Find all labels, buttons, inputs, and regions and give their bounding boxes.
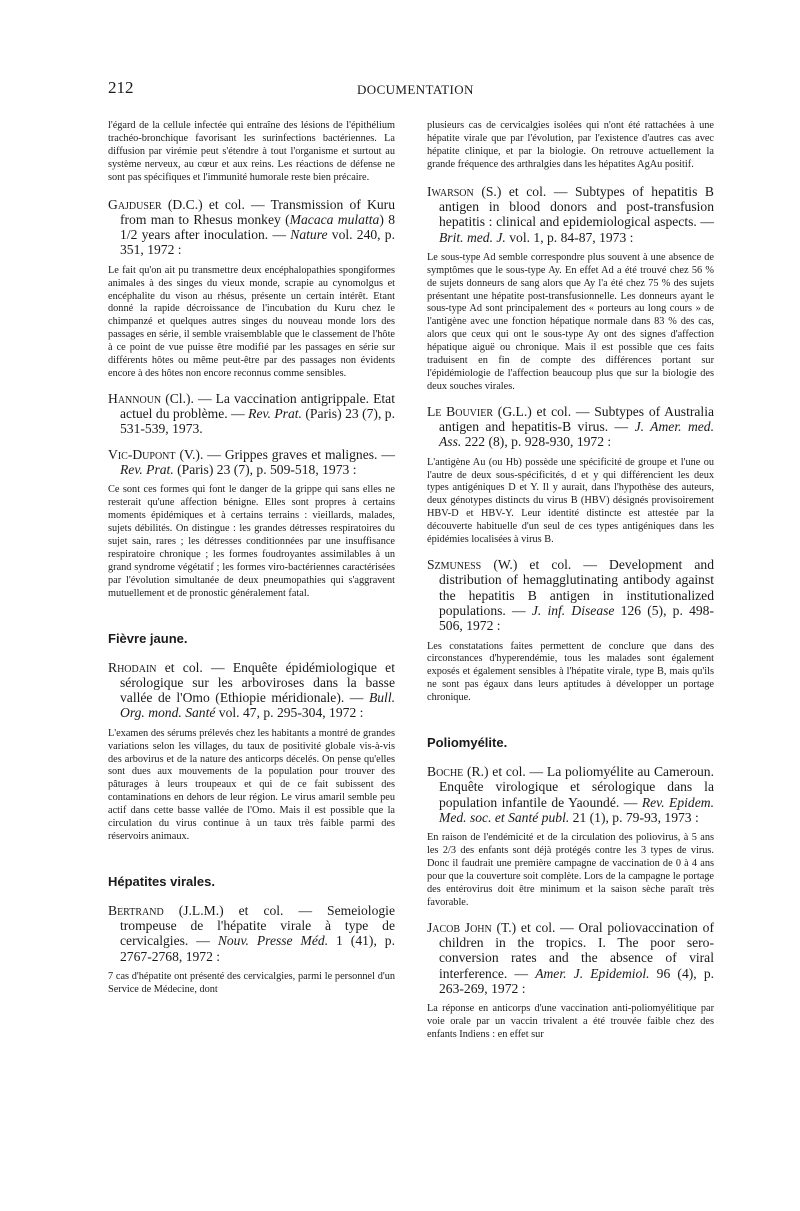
journal-name: J. Amer. med. Ass. — [439, 419, 714, 450]
bibliography-entry — [108, 903, 395, 997]
author: Gajduser — [108, 196, 162, 212]
continuation-text: plusieurs cas de cervicalgies isolées qui n'ont été rattachées à une hépatite virale que par l'évolution, par l'existence d'autres cas avec hépatite clinique, et par la biologie. On retrouve actuellement la grande fréquence des arthralgies dans les hépatites AgAu positif. — [427, 120, 714, 170]
bibliography-entry — [427, 920, 714, 1042]
reference-text: (R.) et col. — La poliomyélite au Cameroun. Enquête virologique et sérologique dans la population infantile de Yaoundé. — — [439, 764, 714, 810]
author: Jacob John — [427, 919, 492, 935]
citation-details: 222 (8), p. 928-930, 1972 : — [461, 434, 612, 450]
citation-details: (Paris) 23 (7), p. 531-539, 1973. — [120, 406, 395, 437]
bibliography-entry — [108, 197, 395, 381]
reference-text: et col. — Enquête épidémiologique et sérologique sur les arboviroses dans la basse vallée de l'Omo (Ethiopie méridionale). — — [120, 659, 395, 706]
author: Iwarson — [427, 183, 474, 199]
author: Vic-Dupont — [108, 446, 176, 462]
citation-details: 21 (1), p. 79-93, 1973 : — [569, 809, 699, 825]
continuation-text: l'égard de la cellule infectée qui entraîne des lésions de l'épithélium trachéo-bronchique favorisant les surinfections bactériennes. La diffusion par virémie peut s'étendre à tout l'organisme et surtout au système nerveux, au cœur et aux reins. Les réactions de défense ne sont pas spécifiques et l'immunité humorale reste bien précaire. — [108, 120, 395, 183]
reference-text: (Cl.). — La vaccination antigrippale. Etat actuel du problème. — — [120, 390, 395, 422]
reference — [427, 184, 714, 245]
reference-text: (T.) et col. — Oral poliovaccination of children in the tropics. I. The poor sero-conversion rates and the absence of viral interference. — — [439, 919, 714, 981]
abstract: La réponse en anticorps d'une vaccination anti-poliomyélitique par voie orale par un vaccin trivalent a été trouvée faible chez des enfants Indiens : en effet sur — [427, 1003, 714, 1040]
section-heading: Hépatites virales. — [108, 873, 215, 889]
journal-name: Amer. J. Epidemiol. — [535, 965, 650, 981]
bibliography-entry — [108, 660, 395, 844]
reference — [427, 557, 714, 633]
reference-text: (V.). — Grippes graves et malignes. — — [175, 446, 395, 462]
journal-name: Nouv. Presse Méd. — [217, 933, 329, 949]
abstract: Le sous-type Ad semble correspondre plus souvent à une absence de symptômes que le sous-type Ay. En effet Ad a été trouvé chez 56 % de sujets donneurs de sang alors que Ay l'a été chez 75 % des sujets présentant une hépatite post-transfusionnelle. Les donneurs ayant le sous-type Ad sont principalement des « porteurs au long cours » de l'antigène avec une fonction hépatique normale dans 83 % des cas, alors que ceux qui ont le sous-type Ay ont des signes d'affection hépatique aiguë ou chronique. Mais il est possible que ces faits traduisent en fin de compte des différences portant sur l'épidémiologie de l'affection beaucoup plus que sur la biologie des deux souches virales. — [427, 251, 714, 392]
abstract: L'antigène Au (ou Hb) possède une spécificité de groupe et l'une ou l'autre de deux sous-spécificités, d et y qui différencient les deux types antigéniques D et Y. Il y aurait, dans l'hypothèse des auteurs, deux génotypes distincts du virus B (HBV) désignés provisoirement HBV-D et HBV-Y. Leur identité distincte est attestée par la découverte habituelle d'un seul de ces types antigéniques dans les épidémies localisées à virus B. — [427, 456, 714, 546]
bibliography-entry — [427, 184, 714, 394]
citation-details: vol. 47, p. 295-304, 1972 : — [215, 705, 364, 721]
citation-details: 126 (5), p. 498-506, 1972 : — [439, 602, 714, 634]
citation-details: 96 (4), p. 263-269, 1972 : — [439, 965, 715, 996]
citation-details: 1 (41), p. 2767-2768, 1972 : — [120, 933, 395, 964]
author: Szmuness — [427, 557, 482, 573]
reference-text: (J.L.M.) et col. — Semeiologie trompeuse de l'hépatite virale à type de cervicalgies. — — [120, 902, 395, 949]
bibliography-entry — [427, 557, 714, 705]
abstract: Ce sont ces formes qui font le danger de la grippe qui sans elles ne resterait qu'une affection bénigne. Elles sont propres à certains moments épidémiques et à certains terrains : vieillards, malades, sujets débilités. On distingue : les grandes détresses respiratoires du sujet sain, rares ; les détresses conditionnées par une insuffisance respiratoire chronique ; les formes foudroyantes assimilables à un grand syndrome végétatif ; les formes viro-bactériennes caractérisées par l'évolution simultanée de deux pneumopathies qui s'aggravent mutuellement et de pronostic généralement fatal. — [108, 484, 395, 599]
reference-text: ) 8 1/2 years after inoculation. — — [120, 211, 395, 243]
author: Le Bouvier — [427, 403, 494, 419]
right-column — [427, 120, 714, 1052]
section-heading: Poliomyélite. — [427, 735, 508, 751]
abstract: En raison de l'endémicité et de la circulation des poliovirus, à 5 ans les 2/3 des enfants sont déjà protégés contre les 3 types de virus. Donc il faudrait une première campagne de vaccination de 0 à 4 ans pour que la couverture soit complète. Lors de la campagne le portage des entérovirus doit être minimum et la saison sèche paraît très favorable. — [427, 832, 714, 908]
citation-details: (Paris) 23 (7), p. 509-518, 1973 : — [173, 462, 357, 478]
abstract: L'examen des sérums prélevés chez les habitants a montré de grandes variations selon les villages, du taux de positivité globale vis-à-vis des arbovirus et de la nature des anticorps décelés. On pense qu'elles sont dues aux mouvements de la population pour trouver des pâturages à leurs troupeaux et qui de ce fait subissent des contaminations en dehors de leur région. Le virus amaril semble peu actif dans cette basse vallée de l'Omo. Mais il est possible que la circulation du virus continue à un taux très faible parmi des réservoirs animaux. — [108, 727, 395, 842]
author: Rhodain — [108, 659, 157, 675]
abstract: Les constatations faites permettent de conclure que dans des circonstances d'hyperendémie, tous les malades sont également exposés et également sensibles à l'hépatite virale, type B, mais qu'ils ne sont pas égaux dans leurs aptitudes à développer un portage chronique. — [427, 640, 714, 704]
reference — [108, 447, 395, 478]
journal-name: Rev. Prat. — [120, 462, 174, 478]
reference — [427, 764, 714, 825]
bibliography-entry — [427, 764, 714, 910]
reference-text: (G.L.) et col. — Subtypes of Australia antigen and hepatitis-B virus. — — [439, 403, 715, 435]
author: Boche — [427, 764, 464, 780]
journal-name: Bull. Org. mond. Santé — [120, 690, 395, 721]
author: Bertrand — [108, 902, 164, 918]
journal-name: Rev. Prat. — [248, 406, 302, 422]
reference — [108, 903, 395, 964]
reference — [108, 197, 395, 258]
left-column — [108, 120, 395, 1007]
abstract: 7 cas d'hépatite ont présenté des cervicalgies, parmi le personnel d'un Service de Médecine, dont — [108, 971, 395, 995]
reference-text: (S.) et col. — Subtypes of hepatitis B antigen in blood donors and post-transfusion hepatitis : clinical and epidemiological aspects. — — [439, 183, 714, 230]
species-name: Macaca mulatta — [289, 211, 380, 227]
bibliography-entry — [108, 447, 395, 601]
page-number: 212 — [108, 78, 134, 97]
abstract: Le fait qu'on ait pu transmettre deux encéphalopathies spongiformes animales à des singes du vieux monde, scrapie au cynomolgus et encéphalite du vison au rhésus, présente un certain intérêt. Etant donné la rapide décroissance de l'incubation du Kuru chez le chimpanzé et quelques autres singes du nouveau monde lors des passages en série, il semble vraisemblable que le classement de l'hôte à ce point de vue puisse être modifié par les passages en série sur différents hôtes ou même peut-être par des passages non évidents encore à des hôtes non encore reconnus comme sensibles. — [108, 264, 395, 379]
author: Hannoun — [108, 390, 162, 406]
reference-text: (W.) et col. — Development and distribution of hemagglutinating antibody against the hepatitis B antigen in institutionalized populations. — — [439, 557, 714, 618]
reference — [108, 391, 395, 437]
reference — [427, 920, 714, 996]
reference — [108, 660, 395, 721]
journal-name: Rev. Epidem. Med. soc. et Santé publ. — [439, 794, 714, 825]
running-title: DOCUMENTATION — [357, 82, 474, 97]
reference-text: (D.C.) et col. — Transmission of Kuru from man to Rhesus monkey ( — [120, 196, 395, 227]
journal-name: Brit. med. J. — [439, 229, 506, 245]
citation-details: vol. 240, p. 351, 1972 : — [120, 227, 396, 258]
reference — [427, 404, 714, 450]
section-heading: Fièvre jaune. — [108, 630, 188, 646]
journal-name: Nature — [290, 227, 328, 243]
bibliography-entry — [427, 404, 714, 547]
bibliography-entry — [108, 391, 395, 437]
journal-name: J. inf. Disease — [531, 602, 615, 618]
citation-details: vol. 1, p. 84-87, 1973 : — [505, 229, 634, 245]
